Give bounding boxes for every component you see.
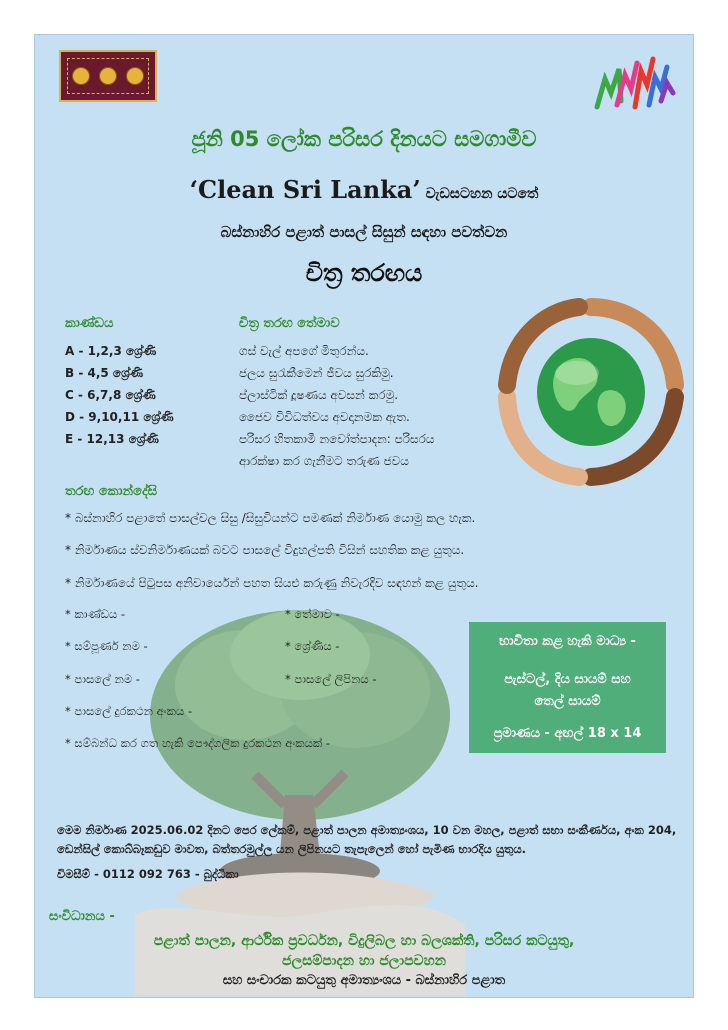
media-label: භාවිතා කළ හැකි මාධ්‍ය - — [499, 634, 636, 649]
category-item: E - 12,13 ශ්‍රේණි — [65, 432, 159, 446]
field-grade: * ශ්‍රේණිය - — [285, 639, 340, 653]
theme-item: පරිසර හිතකාමී නවෝත්පාදන: පරිසරය — [239, 432, 435, 446]
field-category: * කාණ්ඩය - — [65, 607, 126, 621]
category-list — [65, 340, 174, 450]
contact-info: විමසීම් - 0112 092 763 - බුද්ධිකා — [57, 867, 239, 881]
field-personal-phone: * සම්බන්ධ කර ගත හැකි පෞද්ගලික දුරකථන අංකයක් - — [65, 736, 331, 750]
category-heading: කාණ්ඩය — [65, 316, 114, 331]
hands-around-globe-icon — [493, 293, 689, 489]
colorful-figures-logo-icon — [591, 49, 677, 117]
category-item: B - 4,5 ශ්‍රේණි — [65, 366, 144, 380]
theme-item: ජෛව විවිධත්වය අවදානමක ඇත. — [239, 410, 410, 424]
theme-list — [239, 340, 499, 472]
category-item: C - 6,7,8 ශ්‍රේණි — [65, 388, 156, 402]
organizer-line-3: සහ සංචාරක කටයුතු අමාත්‍යංශය - බස්නාහිර පළාත — [222, 973, 506, 988]
poster — [34, 34, 694, 998]
organizer-line-2: ජලසම්පාදන හා ජලාපවහන — [281, 953, 447, 969]
category-item: A - 1,2,3 ශ්‍රේණි — [65, 344, 157, 358]
theme-item: ආරක්ෂා කර ගැනීමට තරුණ ජවය — [239, 454, 409, 468]
condition-rule: * නිර්මාණයේ පිටුපස අනිවාර්යෙන් පහත සියළු කරුණු නිවැරදිව සඳහන් කළ යුතුය. — [65, 576, 479, 590]
header-line-1: ජූනි 05 ලෝක පරිසර දිනයට සමගාමීව — [191, 127, 537, 151]
field-school-phone: * පාසලේ දුරකථන අංකය - — [65, 704, 193, 718]
theme-heading: චිත්‍ර තරඟ තේමාව — [239, 316, 340, 331]
field-theme: * තේමාව - — [285, 607, 340, 621]
organizer-line-1: පළාත් පාලන, ආර්ථික ප්‍රවර්ධන, විදුලිබල හා බලශක්ති, පරිසර කටයුතු, — [153, 933, 575, 949]
field-school-address: * පාසලේ ලිපිනය - — [285, 672, 377, 686]
theme-item: ජලය සුරැකීමෙන් ජීවය සුරකිමු. — [239, 366, 394, 380]
theme-item: ප්ලාස්ටික් දූෂණය අවසන් කරමු. — [239, 388, 399, 402]
header-line-2 — [35, 175, 693, 204]
theme-item: ගස් වැල් අපගේ මිතුරන්ය. — [239, 344, 369, 358]
size-spec: ප්‍රමාණය - අඟල් 18 x 14 — [493, 726, 642, 741]
submission-text: මෙම නිර්මාණ 2025.06.02 දිනට පෙර ලේකම්, පළාත් පාලන අමාත්‍යංශය, 10 වන මහල, පළාත් සභා සංකීර්ණය, අංක 204, ඩෙන්සිල් කොබ්බෑකඩුව මාවත, බත්තරමුල්ල යන ලිපිනයට තැපැලෙන් හෝ පැමිණ භාරදිය යුතුය. — [57, 823, 677, 856]
organizer-label: සංවිධානය - — [49, 909, 115, 924]
campaign-name: ‘Clean Sri Lanka’ — [189, 175, 421, 204]
condition-rule: * බස්නාහිර පළාතේ පාසල්වල සිසු /සිසුවියන්ට පමණක් නිර්මාණ යොමු කල හැක. — [65, 511, 476, 525]
condition-rule: * නිර්මාණය ස්වනිර්මාණයක් බවට පාසලේ විදුහල්පති විසින් සහතික කළ යුතුය. — [65, 543, 465, 557]
category-item: D - 9,10,11 ශ්‍රේණි — [65, 410, 174, 424]
media-types: පැස්ටල්, දිය සායම් සහ — [504, 672, 631, 687]
header-line-3: බස්නාහිර පළාත් පාසල් සිසුන් සඳහා පවත්වන — [220, 223, 508, 241]
field-full-name: * සම්පූර්ණ නම - — [65, 639, 148, 653]
field-school-name: * පාසලේ නම - — [65, 672, 140, 686]
provincial-emblem-icon — [59, 50, 157, 102]
competition-title: චිත්‍ර තරඟය — [305, 259, 423, 287]
campaign-suffix: වැඩසටහන යටතේ — [425, 186, 539, 202]
media-box — [469, 622, 666, 753]
media-types-cont: තෙල් සායම් — [534, 694, 601, 709]
conditions-heading: තරඟ කොන්දේසි — [65, 484, 158, 499]
